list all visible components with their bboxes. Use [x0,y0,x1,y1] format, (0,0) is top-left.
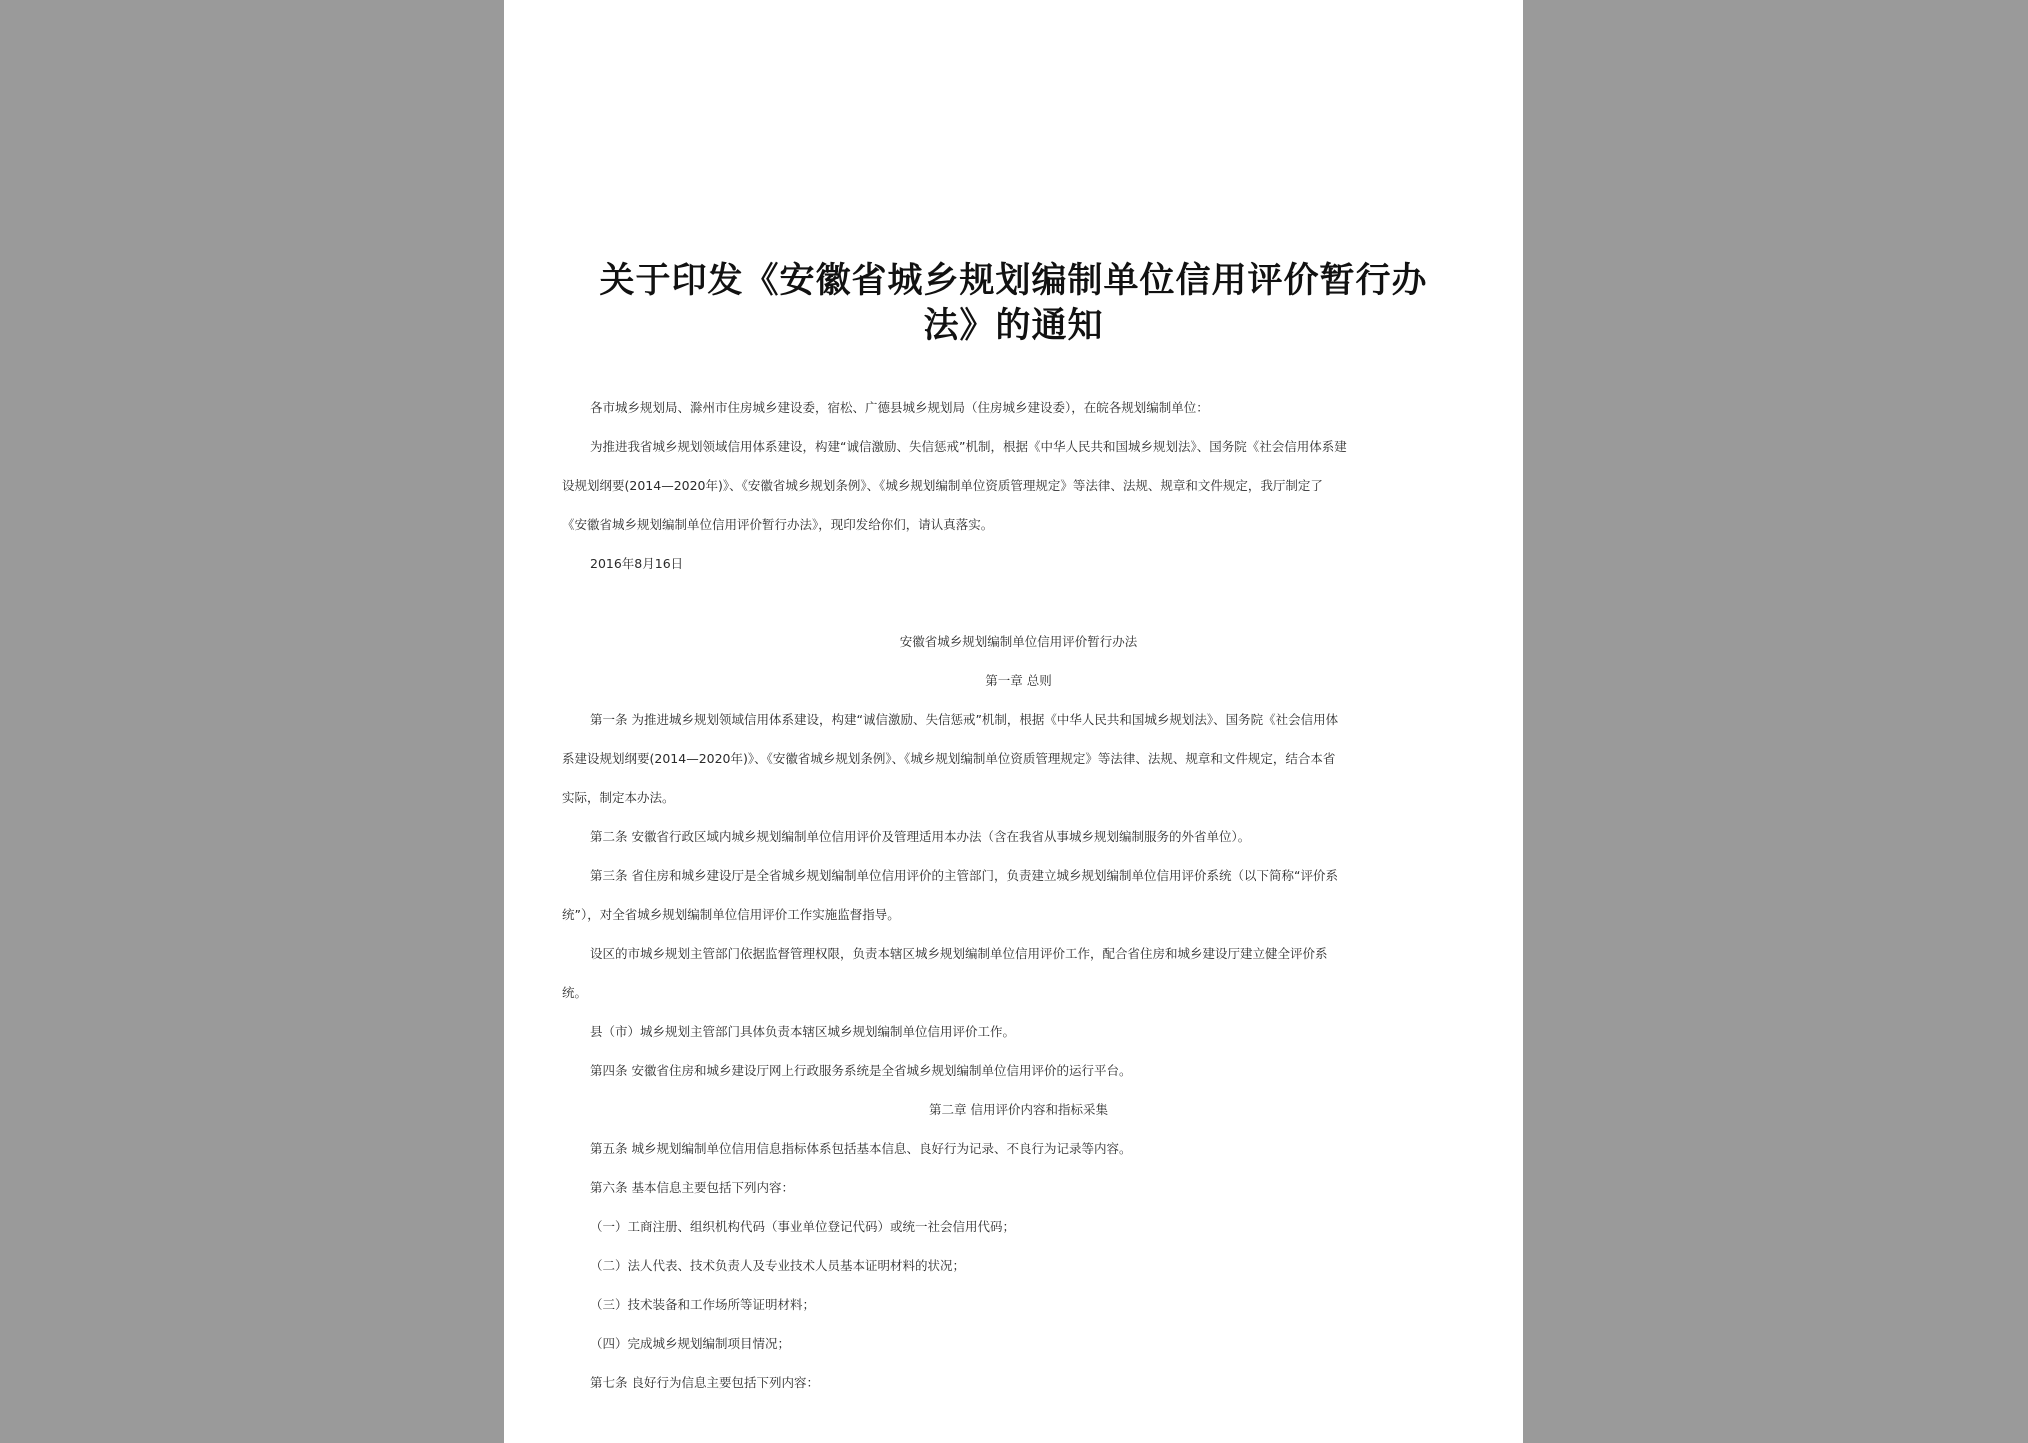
paragraph-line: 系建设规划纲要(2014—2020年)》、《安徽省城乡规划条例》、《城乡规划编制单位资质管理规定》等法律、法规、规章和文件规定，结合本省 [562,751,1336,766]
document-title [564,258,1463,348]
paragraph-line: （二）法人代表、技术负责人及专业技术人员基本证明材料的状况； [590,1258,966,1273]
paragraph-line: 设区的市城乡规划主管部门依据监督管理权限，负责本辖区城乡规划编制单位信用评价工作，配合省住房和城乡建设厅建立健全评价系 [590,946,1328,961]
section-heading: 第一章 总则 [985,673,1052,688]
paragraph-line: 第七条 良好行为信息主要包括下列内容： [590,1375,819,1390]
paragraph-line: 各市城乡规划局、滁州市住房城乡建设委，宿松、广德县城乡规划局（住房城乡建设委），在皖各规划编制单位： [590,400,1209,415]
paragraph-line: （四）完成城乡规划编制项目情况； [590,1336,791,1351]
paragraph-line: （三）技术装备和工作场所等证明材料； [590,1297,816,1312]
paragraph-line: 2016年8月16日 [590,556,684,571]
paragraph-line: （一）工商注册、组织机构代码（事业单位登记代码）或统一社会信用代码； [590,1219,1016,1234]
paragraph-line: 统”），对全省城乡规划编制单位信用评价工作实施监督指导。 [562,907,900,922]
paragraph-line: 统。 [562,985,588,1000]
paragraph-line: 实际，制定本办法。 [562,790,675,805]
paragraph-line: 第二条 安徽省行政区域内城乡规划编制单位信用评价及管理适用本办法（含在我省从事城乡规划编制服务的外省单位）。 [590,829,1251,844]
paragraph-line: 第三条 省住房和城乡建设厅是全省城乡规划编制单位信用评价的主管部门，负责建立城乡规划编制单位信用评价系统（以下简称“评价系 [590,868,1338,883]
paragraph-line [562,583,1475,622]
paragraph-line: 县（市）城乡规划主管部门具体负责本辖区城乡规划编制单位信用评价工作。 [590,1024,1016,1039]
document-body [562,388,1475,1402]
title-line-2: 法》的通知 [923,305,1104,346]
paragraph-line: 第五条 城乡规划编制单位信用信息指标体系包括基本信息、良好行为记录、不良行为记录等内容。 [590,1141,1132,1156]
paragraph-line: 《安徽省城乡规划编制单位信用评价暂行办法》，现印发给你们，请认真落实。 [562,517,994,532]
paragraph-line: 第一条 为推进城乡规划领域信用体系建设，构建“诚信激励、失信惩戒”机制，根据《中华人民共和国城乡规划法》、国务院《社会信用体 [590,712,1339,727]
section-heading: 安徽省城乡规划编制单位信用评价暂行办法 [899,634,1138,649]
paragraph-line: 设规划纲要(2014—2020年)》、《安徽省城乡规划条例》、《城乡规划编制单位资质管理规定》等法律、法规、规章和文件规定，我厅制定了 [562,478,1323,493]
paragraph-line: 第四条 安徽省住房和城乡建设厅网上行政服务系统是全省城乡规划编制单位信用评价的运行平台。 [590,1063,1132,1078]
document-page [504,0,1523,1443]
paragraph-line: 第六条 基本信息主要包括下列内容： [590,1180,794,1195]
title-line-1: 关于印发《安徽省城乡规划编制单位信用评价暂行办 [599,260,1428,301]
section-heading: 第二章 信用评价内容和指标采集 [929,1102,1108,1117]
paragraph-line: 为推进我省城乡规划领域信用体系建设，构建“诚信激励、失信惩戒”机制，根据《中华人民共和国城乡规划法》、国务院《社会信用体系建 [590,439,1347,454]
